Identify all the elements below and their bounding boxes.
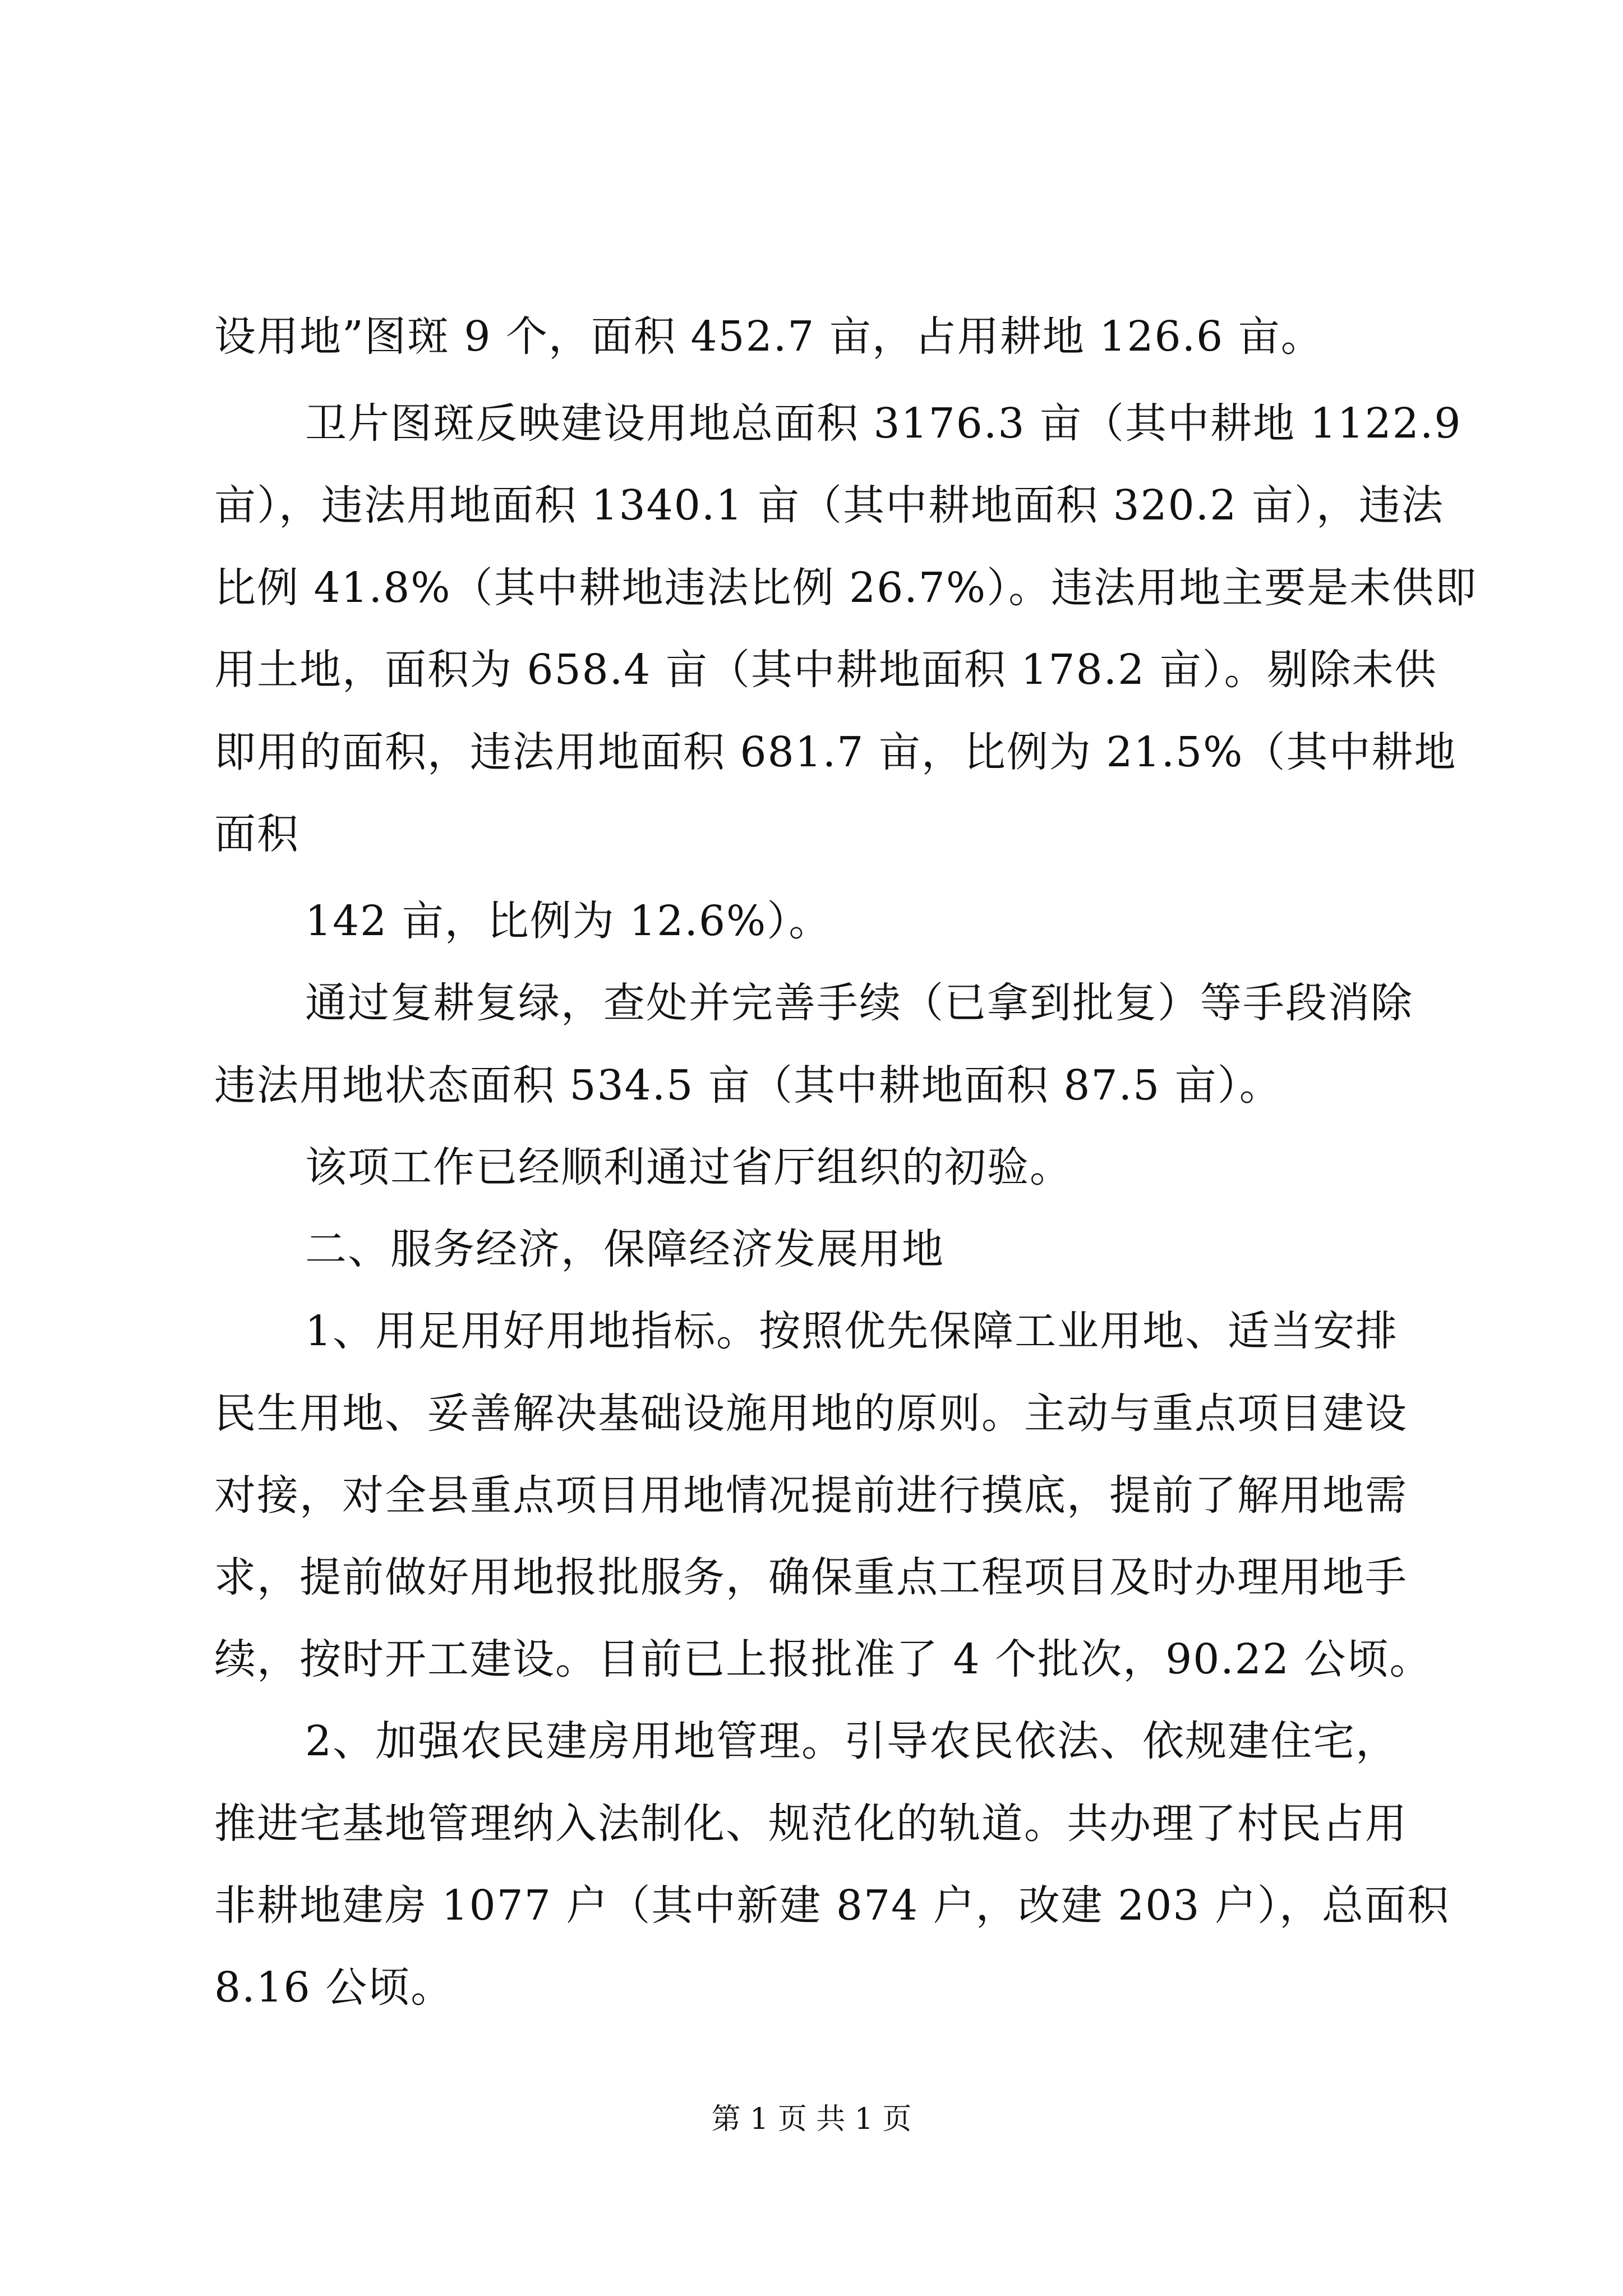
text-line-17: 续，按时开工建设。目前已上报批准了 4 个批次，90.22 公顷。 xyxy=(214,1635,1432,1683)
text-line-6: 即用的面积，违法用地面积 681.7 亩，比例为 21.5%（其中耕地 xyxy=(214,728,1457,776)
section-heading: 二、服务经济，保障经济发展用地 xyxy=(305,1225,944,1273)
text-line-21: 8.16 公顷。 xyxy=(214,1963,454,2012)
text-line-13: 1、用足用好用地指标。按照优先保障工业用地、适当安排 xyxy=(305,1307,1399,1355)
text-line-14: 民生用地、妥善解决基础设施用地的原则。主动与重点项目建设 xyxy=(214,1389,1408,1438)
text-line-5: 用土地，面积为 658.4 亩（其中耕地面积 178.2 亩）。剔除未供 xyxy=(214,646,1437,694)
text-line-10: 违法用地状态面积 534.5 亩（其中耕地面积 87.5 亩）。 xyxy=(214,1061,1282,1110)
text-line-15: 对接，对全县重点项目用地情况提前进行摸底，提前了解用地需 xyxy=(214,1471,1408,1520)
text-line-9: 通过复耕复绿，查处并完善手续（已拿到批复）等手段消除 xyxy=(305,979,1413,1027)
text-line-4: 比例 41.8%（其中耕地违法比例 26.7%）。违法用地主要是未供即 xyxy=(214,564,1478,612)
text-line-1: 设用地”图斑 9 个，面积 452.7 亩，占用耕地 126.6 亩。 xyxy=(214,312,1324,361)
text-line-7: 面积 xyxy=(214,810,299,858)
text-line-3: 亩），违法用地面积 1340.1 亩（其中耕地面积 320.2 亩），违法 xyxy=(214,481,1444,530)
text-line-18: 2、加强农民建房用地管理。引导农民依法、依规建住宅， xyxy=(305,1717,1399,1765)
text-line-20: 非耕地建房 1077 户（其中新建 874 户，改建 203 户），总面积 xyxy=(214,1881,1450,1930)
page-number-footer: 第 1 页 共 1 页 xyxy=(711,2102,912,2136)
text-line-16: 求，提前做好用地报批服务，确保重点工程项目及时办理用地手 xyxy=(214,1553,1408,1602)
text-line-11: 该项工作已经顺利通过省厅组织的初验。 xyxy=(305,1143,1072,1191)
text-line-8: 142 亩，比例为 12.6%）。 xyxy=(305,897,832,945)
text-line-19: 推进宅基地管理纳入法制化、规范化的轨道。共办理了村民占用 xyxy=(214,1800,1408,1848)
text-line-2: 卫片图斑反映建设用地总面积 3176.3 亩（其中耕地 1122.9 xyxy=(305,399,1462,448)
